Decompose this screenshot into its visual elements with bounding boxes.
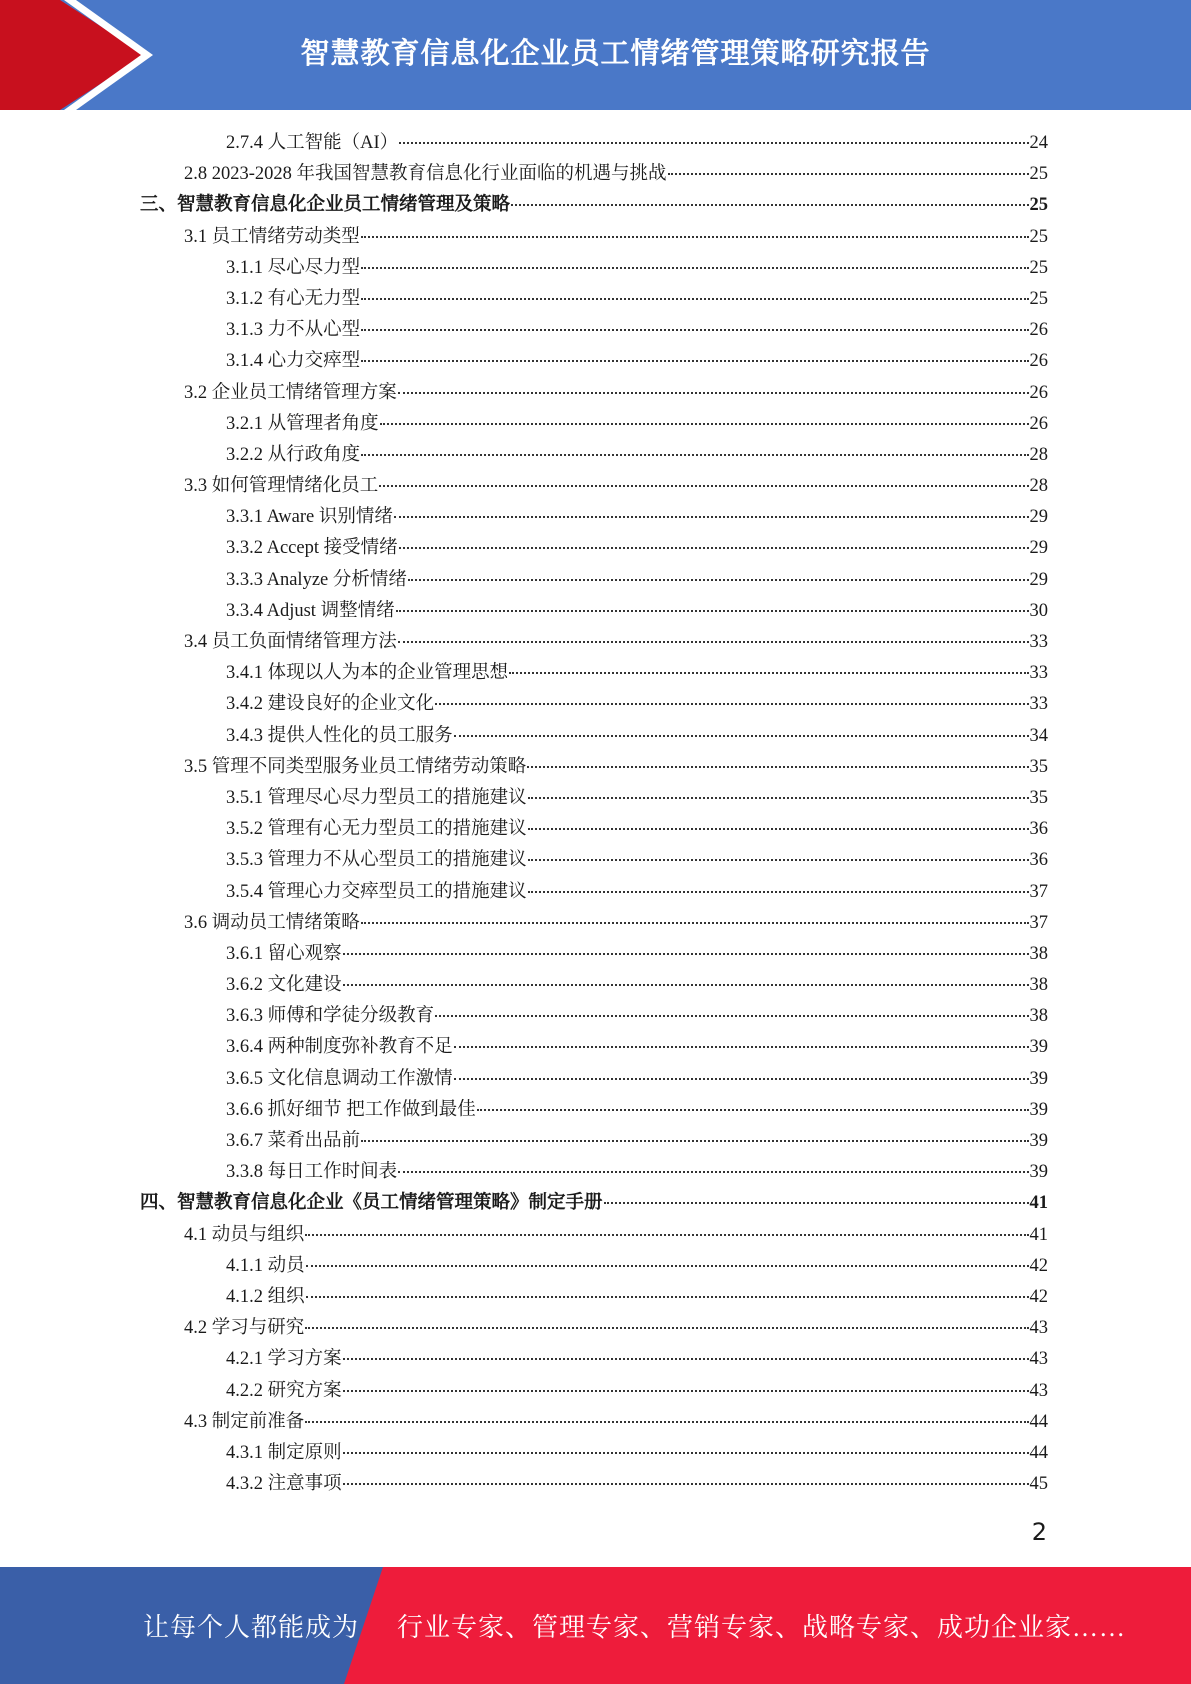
- toc-entry-page: 26: [1029, 320, 1048, 341]
- toc-entry-title: 3.6.4 两种制度弥补教育不足: [226, 1037, 453, 1058]
- toc-entry-title: 4.3 制定前准备: [184, 1411, 305, 1432]
- toc-entry-title: 2.8 2023-2028 年我国智慧教育信息化行业面临的机遇与挑战: [184, 164, 667, 185]
- toc-entry-page: 33: [1029, 694, 1048, 715]
- toc-entry-page: 30: [1029, 600, 1048, 621]
- toc-leader-dots: [396, 610, 1029, 612]
- toc-entry-page: 45: [1029, 1474, 1048, 1495]
- toc-entry-title: 3.6 调动员工情绪策略: [184, 912, 360, 933]
- toc-entry[interactable]: [140, 1376, 1048, 1407]
- toc-entry[interactable]: [140, 1469, 1048, 1500]
- toc-entry-title: 三、智慧教育信息化企业员工情绪管理及策略: [140, 195, 511, 216]
- toc-leader-dots: [398, 392, 1029, 394]
- toc-entry-page: 33: [1029, 632, 1048, 652]
- toc-entry[interactable]: [140, 409, 1048, 440]
- toc-entry-page: 41: [1029, 1193, 1048, 1214]
- toc-entry-page: 35: [1029, 787, 1048, 808]
- toc-entry-title: 2.7.4 人工智能（AI）: [226, 133, 399, 153]
- toc-entry-title: 3.2.1 从管理者角度: [226, 413, 379, 434]
- toc-leader-dots: [528, 859, 1029, 861]
- toc-entry-page: 25: [1029, 288, 1048, 309]
- toc-leader-dots: [361, 922, 1029, 924]
- toc-leader-dots: [604, 1202, 1029, 1204]
- toc-entry-title: 3.5.3 管理力不从心型员工的措施建议: [226, 850, 527, 871]
- toc-entry[interactable]: [140, 1032, 1048, 1063]
- toc-entry[interactable]: [140, 752, 1048, 783]
- toc-entry[interactable]: [140, 783, 1048, 814]
- toc-entry[interactable]: [140, 1064, 1048, 1095]
- footer-slogan-right: 行业专家、管理专家、营销专家、战略专家、成功企业家……: [397, 1613, 1127, 1642]
- toc-entry-page: 25: [1029, 164, 1048, 185]
- toc-leader-dots: [528, 891, 1029, 893]
- toc-entry-title: 3.3 如何管理情绪化员工: [184, 476, 379, 497]
- toc-entry[interactable]: [140, 440, 1048, 471]
- toc-leader-dots: [305, 1327, 1028, 1329]
- toc-entry-page: 26: [1029, 351, 1048, 372]
- toc-entry[interactable]: [140, 845, 1048, 876]
- toc-entry-page: 37: [1029, 881, 1048, 902]
- toc-entry-page: 44: [1029, 1411, 1048, 1432]
- toc-entry-page: 44: [1029, 1442, 1048, 1463]
- toc-leader-dots: [477, 1109, 1029, 1111]
- toc-leader-dots: [435, 703, 1028, 705]
- toc-entry-title: 3.6.2 文化建设: [226, 975, 342, 996]
- toc-entry[interactable]: [140, 939, 1048, 970]
- toc-entry-title: 3.1.2 有心无力型: [226, 288, 361, 309]
- toc-entry-page: 29: [1029, 507, 1048, 528]
- toc-entry-page: 34: [1029, 725, 1048, 746]
- toc-entry-page: 26: [1029, 382, 1048, 403]
- toc-entry[interactable]: [140, 190, 1048, 221]
- toc-leader-dots: [398, 641, 1029, 643]
- toc-entry[interactable]: [140, 1126, 1048, 1157]
- toc-entry-title: 3.6.7 菜肴出品前: [226, 1131, 361, 1151]
- toc-leader-dots: [528, 797, 1029, 799]
- toc-entry[interactable]: [140, 1220, 1048, 1251]
- toc-leader-dots: [343, 1452, 1029, 1454]
- toc-leader-dots: [361, 1140, 1028, 1142]
- toc-entry-title: 3.1 员工情绪劳动类型: [184, 226, 360, 247]
- toc-leader-dots: [511, 204, 1028, 206]
- toc-entry[interactable]: [140, 222, 1048, 253]
- toc-entry[interactable]: [140, 970, 1048, 1001]
- toc-entry-page: 36: [1029, 850, 1048, 871]
- footer-slogan-left: 让每个人都能成为: [143, 1613, 360, 1642]
- toc-entry[interactable]: [140, 689, 1048, 720]
- toc-leader-dots: [361, 236, 1029, 238]
- toc-entry-title: 3.4.1 体现以人为本的企业管理思想: [226, 663, 509, 684]
- toc-leader-dots: [343, 953, 1029, 955]
- toc-entry-title: 四、智慧教育信息化企业《员工情绪管理策略》制定手册: [140, 1193, 603, 1214]
- toc-entry-page: 39: [1029, 1068, 1048, 1089]
- page-footer: [0, 1567, 1191, 1684]
- toc-entry-title: 4.3.2 注意事项: [226, 1474, 342, 1495]
- toc-entry-title: 3.5.1 管理尽心尽力型员工的措施建议: [226, 787, 527, 808]
- toc-entry[interactable]: [140, 627, 1048, 658]
- toc-entry-page: 24: [1029, 133, 1048, 153]
- toc-leader-dots: [306, 1265, 1029, 1267]
- toc-entry[interactable]: [140, 378, 1048, 409]
- toc-leader-dots: [398, 1171, 1028, 1173]
- toc-entry-page: 29: [1029, 538, 1048, 559]
- toc-leader-dots: [305, 1421, 1028, 1423]
- toc-entry-title: 3.4 员工负面情绪管理方法: [184, 632, 397, 652]
- toc-entry-title: 3.6.5 文化信息调动工作激情: [226, 1068, 453, 1089]
- toc-entry[interactable]: [140, 1251, 1048, 1282]
- toc-entry-title: 4.2.2 研究方案: [226, 1380, 342, 1401]
- toc-entry-title: 4.2 学习与研究: [184, 1318, 305, 1339]
- toc-entry[interactable]: [140, 877, 1048, 908]
- toc-entry-title: 4.1.1 动员: [226, 1255, 305, 1276]
- toc-entry[interactable]: [140, 1001, 1048, 1032]
- toc-entry-title: 4.1 动员与组织: [184, 1224, 305, 1245]
- toc-leader-dots: [435, 1015, 1028, 1017]
- toc-leader-dots: [305, 1234, 1028, 1236]
- toc-entry[interactable]: [140, 658, 1048, 689]
- table-of-contents: [140, 128, 1048, 1500]
- toc-leader-dots: [343, 1483, 1029, 1485]
- toc-leader-dots: [379, 485, 1028, 487]
- toc-entry-title: 3.3.3 Analyze 分析情绪: [226, 569, 407, 590]
- toc-leader-dots: [343, 984, 1029, 986]
- toc-entry[interactable]: [140, 1438, 1048, 1469]
- toc-entry-title: 3.1.4 心力交瘁型: [226, 351, 361, 372]
- toc-leader-dots: [668, 173, 1029, 175]
- toc-entry[interactable]: [140, 1157, 1048, 1188]
- toc-entry-title: 3.3.1 Aware 识别情绪: [226, 507, 393, 528]
- toc-entry-page: 38: [1029, 943, 1048, 964]
- toc-leader-dots: [380, 423, 1029, 425]
- toc-entry-page: 28: [1029, 476, 1048, 497]
- toc-leader-dots: [454, 735, 1029, 737]
- toc-entry[interactable]: [140, 908, 1048, 939]
- toc-entry-page: 25: [1029, 195, 1048, 216]
- toc-entry-page: 25: [1029, 257, 1048, 278]
- toc-entry-title: 3.1.1 尽心尽力型: [226, 257, 361, 278]
- toc-entry-title: 4.2.1 学习方案: [226, 1349, 342, 1370]
- toc-entry-page: 38: [1029, 1006, 1048, 1027]
- toc-entry[interactable]: [140, 1095, 1048, 1126]
- toc-entry[interactable]: [140, 253, 1048, 284]
- page-header: [0, 0, 1191, 110]
- toc-entry-title: 3.5.2 管理有心无力型员工的措施建议: [226, 819, 527, 840]
- toc-leader-dots: [343, 1358, 1029, 1360]
- toc-leader-dots: [361, 267, 1028, 269]
- toc-entry[interactable]: [140, 502, 1048, 533]
- toc-entry-page: 28: [1029, 444, 1048, 465]
- toc-leader-dots: [454, 1078, 1029, 1080]
- toc-entry-title: 3.1.3 力不从心型: [226, 320, 361, 341]
- toc-entry-page: 41: [1029, 1224, 1048, 1245]
- toc-entry[interactable]: [140, 284, 1048, 315]
- toc-entry-title: 3.2 企业员工情绪管理方案: [184, 382, 397, 403]
- toc-entry[interactable]: [140, 1344, 1048, 1375]
- toc-entry-page: 39: [1029, 1162, 1048, 1183]
- toc-entry-title: 3.3.4 Adjust 调整情绪: [226, 600, 395, 621]
- toc-entry-page: 25: [1029, 226, 1048, 247]
- toc-leader-dots: [306, 1296, 1029, 1298]
- toc-entry-page: 29: [1029, 569, 1048, 590]
- toc-entry-page: 39: [1029, 1131, 1048, 1151]
- toc-leader-dots: [361, 360, 1028, 362]
- toc-entry-page: 35: [1029, 756, 1048, 777]
- toc-entry-page: 43: [1029, 1318, 1048, 1339]
- toc-leader-dots: [527, 766, 1028, 768]
- toc-entry-title: 3.2.2 从行政角度: [226, 444, 361, 465]
- toc-entry-page: 38: [1029, 975, 1048, 996]
- toc-entry[interactable]: [140, 315, 1048, 346]
- toc-entry[interactable]: [140, 721, 1048, 752]
- toc-entry-page: 33: [1029, 663, 1048, 684]
- toc-entry-page: 37: [1029, 912, 1048, 933]
- toc-entry-title: 3.6.6 抓好细节 把工作做到最佳: [226, 1099, 476, 1120]
- toc-entry-page: 43: [1029, 1380, 1048, 1401]
- toc-entry[interactable]: [140, 1188, 1048, 1219]
- toc-entry[interactable]: [140, 596, 1048, 627]
- toc-entry-page: 36: [1029, 819, 1048, 840]
- toc-entry[interactable]: [140, 1313, 1048, 1344]
- toc-leader-dots: [509, 672, 1028, 674]
- toc-entry-page: 26: [1029, 413, 1048, 434]
- toc-leader-dots: [361, 298, 1028, 300]
- toc-leader-dots: [394, 516, 1029, 518]
- toc-entry-page: 39: [1029, 1037, 1048, 1058]
- toc-entry-page: 43: [1029, 1349, 1048, 1370]
- toc-entry[interactable]: [140, 1407, 1048, 1438]
- toc-entry-page: 42: [1029, 1255, 1048, 1276]
- toc-leader-dots: [454, 1046, 1029, 1048]
- toc-leader-dots: [399, 142, 1028, 144]
- toc-entry-title: 3.3.2 Accept 接受情绪: [226, 538, 398, 559]
- toc-entry-title: 3.3.8 每日工作时间表: [226, 1162, 398, 1183]
- toc-leader-dots: [361, 454, 1028, 456]
- toc-entry-page: 39: [1029, 1099, 1048, 1120]
- toc-entry-title: 3.5.4 管理心力交瘁型员工的措施建议: [226, 881, 527, 902]
- toc-entry-title: 3.4.2 建设良好的企业文化: [226, 694, 435, 715]
- toc-leader-dots: [528, 828, 1029, 830]
- toc-entry[interactable]: [140, 565, 1048, 596]
- toc-entry[interactable]: [140, 471, 1048, 502]
- red-arrow-decoration: [0, 0, 160, 110]
- toc-leader-dots: [361, 329, 1028, 331]
- toc-entry[interactable]: [140, 814, 1048, 845]
- report-title: 智慧教育信息化企业员工情绪管理策略研究报告: [300, 35, 931, 70]
- toc-entry-title: 3.5 管理不同类型服务业员工情绪劳动策略: [184, 756, 527, 777]
- toc-entry-title: 3.6.3 师傅和学徒分级教育: [226, 1006, 435, 1027]
- toc-entry[interactable]: [140, 1282, 1048, 1313]
- toc-leader-dots: [399, 547, 1029, 549]
- toc-entry-title: 4.1.2 组织: [226, 1286, 305, 1307]
- toc-entry-title: 3.6.1 留心观察: [226, 943, 342, 964]
- toc-leader-dots: [343, 1390, 1029, 1392]
- page-number: 2: [1031, 1518, 1047, 1546]
- toc-leader-dots: [408, 579, 1029, 581]
- toc-entry[interactable]: [140, 346, 1048, 377]
- toc-entry[interactable]: [140, 533, 1048, 564]
- toc-entry-title: 3.4.3 提供人性化的员工服务: [226, 725, 453, 746]
- toc-entry[interactable]: [140, 128, 1048, 159]
- toc-entry[interactable]: [140, 159, 1048, 190]
- toc-entry-title: 4.3.1 制定原则: [226, 1442, 342, 1463]
- toc-entry-page: 42: [1029, 1286, 1048, 1307]
